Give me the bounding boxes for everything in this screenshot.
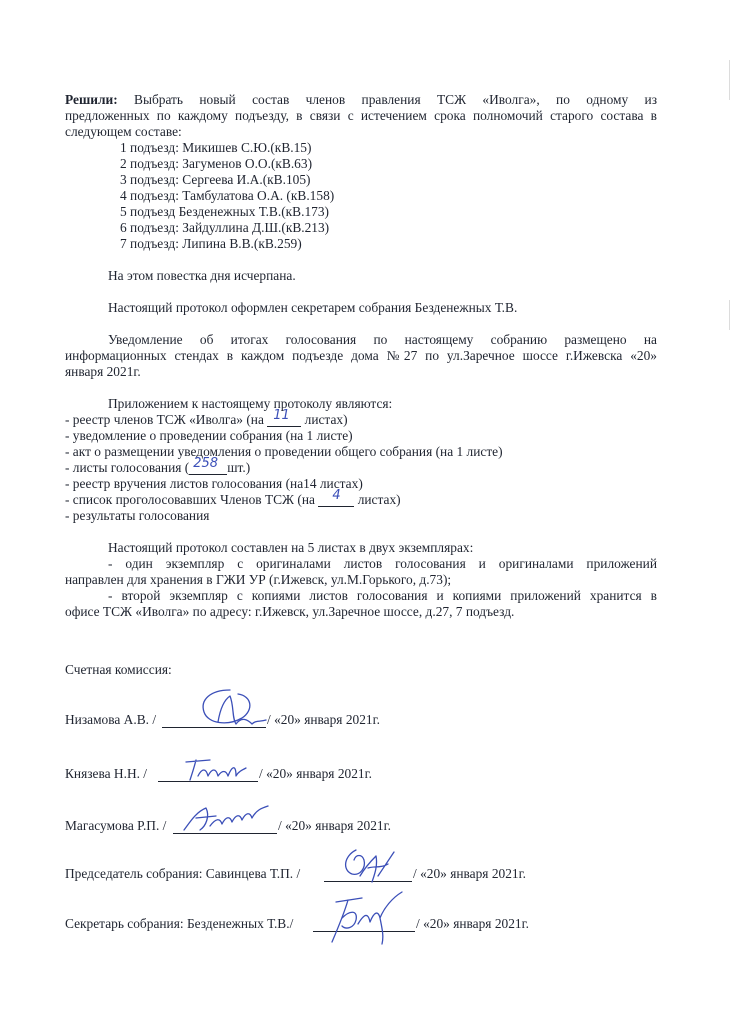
signer-date: / «20» января 2021г. <box>267 712 380 727</box>
scan-edge <box>729 60 730 100</box>
decision-line-3: следующем составе: <box>65 124 182 139</box>
signature-nizamova <box>190 686 270 734</box>
commission-heading: Счетная комиссия: <box>65 662 172 677</box>
signer-name: Низамова А.В. / <box>65 712 157 727</box>
member-item: 1 подъезд: Микишев С.Ю.(кВ.15) <box>120 140 312 155</box>
attachment-ballots: - листы голосования ( 258 шт.) <box>65 456 251 475</box>
signer-name: Князева Н.Н. / <box>65 766 148 781</box>
notice-line-2: информационных стендах в каждом подъезде дома №27 по ул.Заречное шоссе г.Ижевска «20» <box>65 348 657 363</box>
signature-secretary <box>322 888 408 948</box>
signature-magasumova <box>176 800 272 834</box>
copies-second-2: офисе ТСЖ «Иволга» по адресу: г.Ижевск, ул.Заречное шоссе, д.27, 7 подъезд. <box>65 604 515 619</box>
copies-first-1: - один экземпляр с оригиналами листов голосования и оригиналами приложений <box>108 556 657 571</box>
ballots-count: 258 <box>193 456 219 471</box>
member-item: 4 подъезд: Тамбулатова О.А. (кВ.158) <box>120 188 335 203</box>
signature-knyazeva <box>180 754 250 784</box>
voters-count: 4 <box>332 488 341 503</box>
signer-name: Магасумова Р.П. / <box>65 818 167 833</box>
signer-date: / «20» января 2021г. <box>259 766 372 781</box>
attachment-act: - акт о размещении уведомления о проведении общего собрания (на 1 листе) <box>65 444 503 459</box>
decision-line-2: предложенных по каждому подъезду, в связи с истечением срока полномочий старого состава в <box>65 108 657 123</box>
registry-count: 11 <box>273 408 290 423</box>
member-item: 7 подъезд: Липина В.В.(кВ.259) <box>120 236 302 251</box>
secretary-note: Настоящий протокол оформлен секретарем собрания Безденежных Т.В. <box>108 300 518 315</box>
member-item: 6 подъезд: Зайдуллина Д.Ш.(кВ.213) <box>120 220 330 235</box>
secretary-label: Секретарь собрания: Безденежных Т.В./ <box>65 916 294 931</box>
attachment-voters: - список проголосовавших Членов ТСЖ (на 4 листах) <box>65 488 401 507</box>
chair-date: / «20» января 2021г. <box>413 866 526 881</box>
secretary-date: / «20» января 2021г. <box>416 916 529 931</box>
chair-label: Председатель собрания: Савинцева Т.П. / <box>65 866 301 881</box>
member-item: 5 подъезд Безденежных Т.В.(кВ.173) <box>120 204 329 219</box>
copies-first-2: направлен для хранения в ГЖИ УР (г.Ижевск, ул.М.Горького, д.73); <box>65 572 452 587</box>
attachment-registry: - реестр членов ТСЖ «Иволга» (на 11 листах) <box>65 408 348 427</box>
member-item: 3 подъезд: Сергеева И.А.(кВ.105) <box>120 172 311 187</box>
signature-chair <box>338 846 398 886</box>
attachments-heading: Приложением к настоящему протоколу являются: <box>108 396 393 411</box>
scan-edge <box>729 300 730 330</box>
notice-line-3: января 2021г. <box>65 364 141 379</box>
attachment-delivery: - реестр вручения листов голосования (на14 листах) <box>65 476 363 491</box>
decision-label: Решили: <box>65 92 118 107</box>
copies-second-1: - второй экземпляр с копиями листов голосования и копиями приложений хранится в <box>108 588 657 603</box>
notice-line-1: Уведомление об итогах голосования по настоящему собранию размещено на <box>108 332 657 347</box>
copies-heading: Настоящий протокол составлен на 5 листах в двух экземплярах: <box>108 540 474 555</box>
agenda-done: На этом повестка дня исчерпана. <box>108 268 296 283</box>
attachment-results: - результаты голосования <box>65 508 210 523</box>
attachment-notification: - уведомление о проведении собрания (на 1 листе) <box>65 428 353 443</box>
signer-date: / «20» января 2021г. <box>278 818 391 833</box>
member-item: 2 подъезд: Загуменов О.О.(кВ.63) <box>120 156 313 171</box>
decision-line-1: Решили: Выбрать новый состав членов правления ТСЖ «Иволга», по одному из <box>65 92 657 107</box>
